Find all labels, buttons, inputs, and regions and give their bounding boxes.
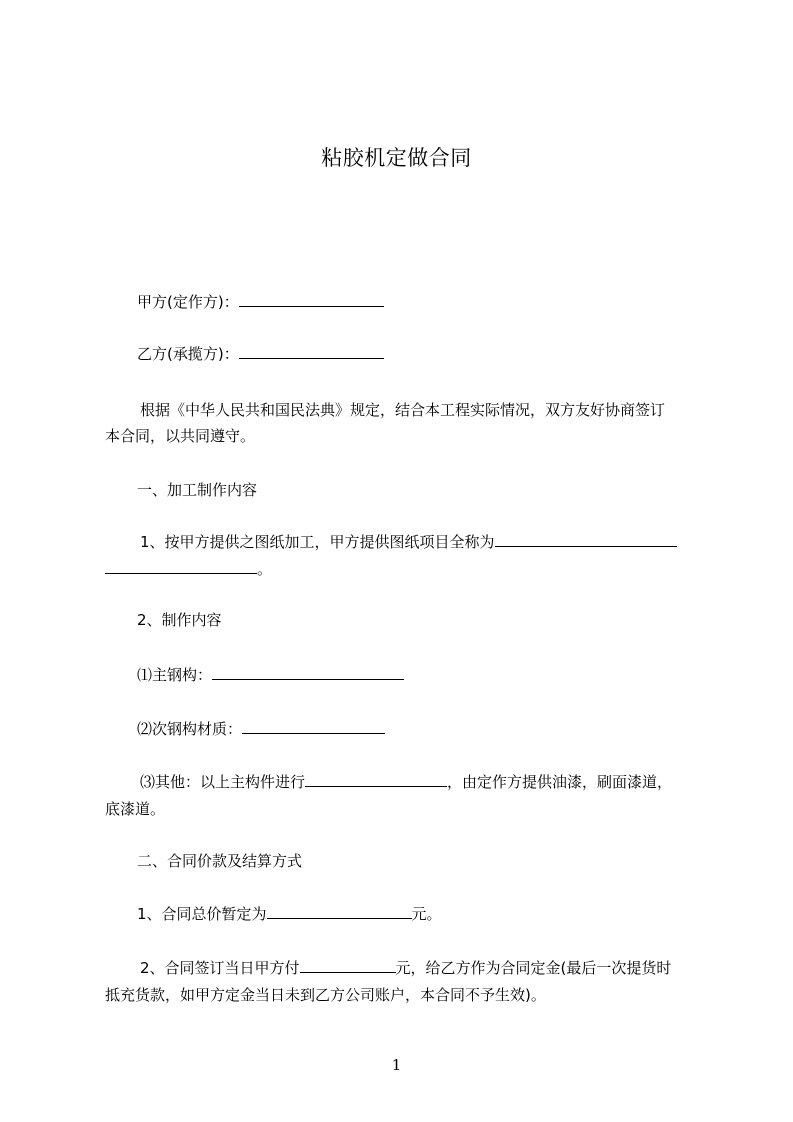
sub-3-line-2: 底漆道。 <box>105 800 166 818</box>
sub-3-suffix: ，由定作方提供油漆，刷面漆道， <box>447 773 673 791</box>
price-suffix: 元。 <box>411 905 442 923</box>
page-number: 1 <box>391 1056 402 1074</box>
project-name-blank <box>495 531 677 547</box>
party-a-line <box>137 290 384 314</box>
sub-3-line-1 <box>140 770 672 794</box>
sub-1-line <box>137 663 404 687</box>
party-b-line <box>137 342 384 366</box>
item-1-end: 。 <box>257 560 273 578</box>
sub-2-line <box>137 717 385 741</box>
deposit-blank <box>300 957 396 973</box>
deposit-line-1 <box>140 956 671 980</box>
document-title: 粘胶机定做合同 <box>321 146 472 170</box>
secondary-steel-blank <box>242 718 385 734</box>
party-a-label: 甲方(定作方)： <box>137 293 239 311</box>
party-b-blank <box>239 343 384 359</box>
sub-3-prefix: ⑶其他：以上主构件进行 <box>140 773 306 791</box>
price-prefix: 1、合同总价暂定为 <box>137 905 267 923</box>
section-1-heading: 一、加工制作内容 <box>137 481 258 499</box>
deposit-line-2: 抵充货款，如甲方定金当日未到乙方公司账户，本合同不予生效)。 <box>105 986 546 1004</box>
item-1-line-1 <box>140 530 677 554</box>
price-blank <box>267 903 412 919</box>
price-line <box>137 902 442 926</box>
project-name-blank-cont <box>105 558 257 574</box>
deposit-suffix: 元，给乙方作为合同定金(最后一次提货时 <box>395 959 672 977</box>
other-process-blank <box>305 771 447 787</box>
item-1-text: 1、按甲方提供之图纸加工，甲方提供图纸项目全称为 <box>140 533 495 551</box>
party-a-blank <box>239 291 384 307</box>
section-2-heading: 二、合同价款及结算方式 <box>137 852 303 870</box>
sub-1-label: ⑴主钢构： <box>137 666 213 684</box>
intro-line-1: 根据《中华人民共和国民法典》规定，结合本工程实际情况，双方友好协商签订 <box>140 401 666 419</box>
item-2-heading: 2、制作内容 <box>137 611 222 629</box>
main-steel-blank <box>212 664 404 680</box>
deposit-prefix: 2、合同签订当日甲方付 <box>140 959 300 977</box>
sub-2-label: ⑵次钢构材质： <box>137 720 243 738</box>
item-1-line-2 <box>105 557 272 581</box>
party-b-label: 乙方(承揽方)： <box>137 345 239 363</box>
intro-line-2: 本合同，以共同遵守。 <box>105 427 256 445</box>
